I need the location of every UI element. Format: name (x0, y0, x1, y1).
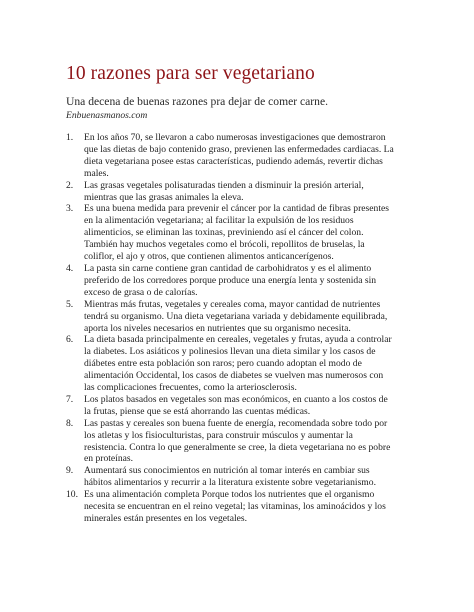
reason-item (66, 299, 396, 335)
reason-text: La pasta sin carne contiene gran cantidad de carbohidratos y es el alimento preferido de los corredores porque produce una energía lenta y sostenida sin exceso de grasa o de calorías. (84, 262, 377, 298)
reason-text: Mientras más frutas, vegetales y cereales coma, mayor cantidad de nutrientes tendrá su organismo. Una dieta vegetariana variada y debidamente equilibrada, aporta los niveles necesarios en nutrientes que su organismo necesita. (84, 298, 388, 334)
document-source: Enbuenasmanos.com (66, 110, 148, 121)
reasons-list (66, 132, 396, 525)
reason-item (66, 418, 396, 466)
reason-number: 1. (66, 132, 74, 143)
reason-number: 5. (66, 298, 74, 310)
reason-number: 6. (66, 334, 74, 346)
document-page (66, 62, 396, 525)
reason-item (66, 334, 396, 394)
reason-item (66, 489, 396, 525)
reason-text: Las grasas vegetales polisaturadas tienden a disminuir la presión arterial, mientras que las grasas animales la eleva. (84, 179, 364, 203)
document-subtitle: Una decena de buenas razones pra dejar de comer carne. (66, 95, 328, 108)
reason-item (66, 394, 396, 418)
reason-item (66, 180, 396, 204)
reason-text: En los años 70, se llevaron a cabo numerosas investigaciones que demostraron que las dietas de bajo contenido graso, previenen las enfermedades cardiacas. La dieta vegetariana posee estas características, pudiendo además, revertir dichas males. (84, 132, 394, 179)
reason-text: Es una buena medida para prevenir el cáncer por la cantidad de fibras presentes en la alimentación vegetariana; al facilitar la expulsión de los residuos alimenticios, se eliminan las toxinas, previniendo así el cáncer del colon. También hay muchos vegetales como el brócoli, repollitos de bruselas, la coliflor, el ajo y otros, que contienen alimentos anticancerígenos. (84, 203, 389, 263)
reason-number: 2. (66, 179, 74, 191)
reason-item (66, 203, 396, 263)
reason-text: Los platos basados en vegetales son mas económicos, en cuanto a los costos de la frutas, piense que se está ahorrando las cuentas médicas. (84, 393, 388, 417)
reason-number: 9. (66, 465, 74, 477)
reason-text: Las pastas y cereales son buena fuente de energía, recomendada sobre todo por los atletas y los fisioculturistas, para construir músculos y aumentar la resistencia. Contra lo que generalmente se cree, la dieta vegetariana no es pobre en proteínas. (84, 417, 391, 465)
document-title: 10 razones para ser vegetariano (66, 63, 315, 84)
reason-number: 3. (66, 203, 74, 215)
reason-item (66, 263, 396, 299)
reason-number: 4. (66, 262, 74, 274)
reason-number: 7. (66, 393, 74, 405)
reason-number: 8. (66, 417, 74, 429)
reason-item (66, 132, 396, 180)
reason-number: 10. (66, 489, 78, 501)
reason-item (66, 465, 396, 489)
reason-text: La dieta basada principalmente en cereales, vegetales y frutas, ayuda a controlar la diabetes. Los asiáticos y polinesios llevan una dieta similar y los casos de diábetes entre esta población son raros; pero cuando adoptan el modo de alimentación Occidental, los casos de diabetes se vuelven mas numerosos con las complicaciones frecuentes, como la arteriosclerosis. (84, 334, 392, 394)
reason-text: Aumentará sus conocimientos en nutrición al tomar interés en cambiar sus hábitos alimentarios y recurrir a la literatura existente sobre vegetarianismo. (84, 465, 376, 489)
reason-text: Es una alimentación completa Porque todos los nutrientes que el organismo necesita se encuentran en el reino vegetal; las vitaminas, los aminoácidos y los minerales están presentes en los vegetales. (84, 489, 386, 524)
